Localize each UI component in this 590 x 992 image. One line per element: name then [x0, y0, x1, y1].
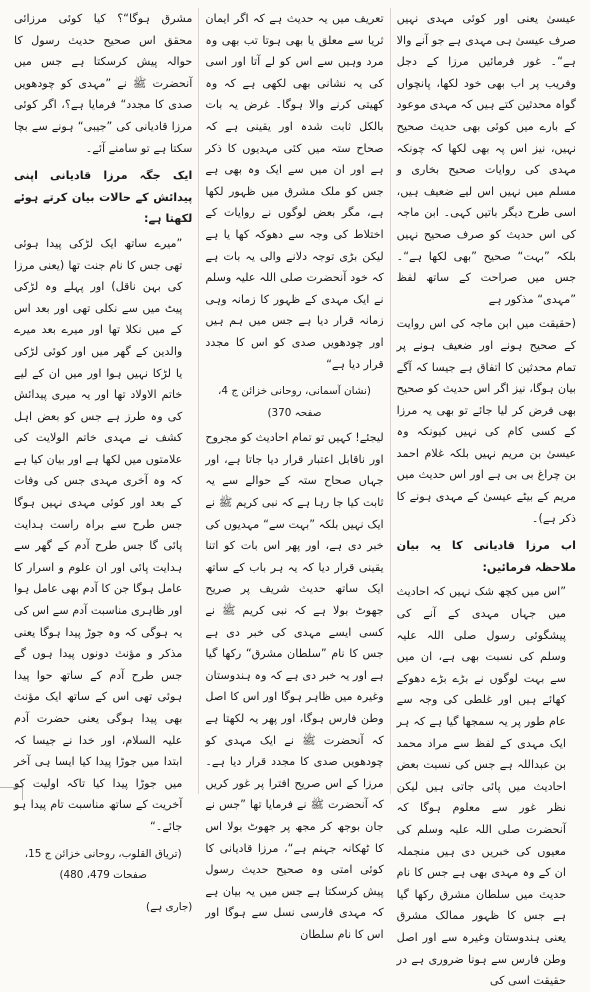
paragraph: اب مرزا قادیانی کا یہ بیان ملاحظہ فرمائیں: — [396, 539, 576, 574]
column-left — [8, 8, 199, 913]
continued-label: (جاری ہے) — [146, 900, 193, 913]
quote-paragraph: ”میرے ساتھ ایک لڑکی پیدا ہوئی تھی جس کا نام جنت تھا (یعنی مرزا کی بہن ناقل) اور پہلے وہ لڑکی پیٹ میں سے نکلی تھی اور بعد اس کے میں نکلا تھا اور میرے بعد میرے والدین کے گھر میں اور کوئی لڑکی یا لڑکا نہیں ہوا اور میں ان کے لیے خاتم الاولاد تھا اور یہ میری پیدائش کی وہ طرز ہے جس کو بعض اہل کشف نے مہدی خاتم الولایت کی علامتوں میں لکھا ہے اور بیان کیا ہے کہ وہ آخری مہدی جس کی وفات کے بعد اور کوئی مہدی نہیں ہوگا جس طرح سے براہ راست ہدایت پائی گا جس طرح آدم کے گھر سے ہدایت پائی اور ان علوم و اسرار کا عامل ہوگا جن کا آدم بھی عامل ہوا اور ظاہری مناسبت آدم سے اس کی یہ ہوگی کہ وہ جوڑ پیدا ہوگا یعنی مذکر و مؤنث دونوں پیدا ہوں گے جس طرح آدم کے ساتھ حوا پیدا ہوئی تھی اس کے ساتھ ایک مؤنث بھی پیدا ہوگی یعنی حضرت آدم علیہ السلام، اور خدا نے جیسا کہ ابتدا میں جوڑا پیدا کیا ایسا ہی آخر میں جوڑا پیدا کیا تاکہ اولیت کو آخریت کے ساتھ مناسبت تام پیدا ہو جائے۔“ — [14, 236, 183, 833]
paragraph: تعریف میں یہ حدیث ہے کہ اگر ایمان ثریا سے معلق یا بھی ہوتا تب بھی وہ مرد وہیں سے اس کو لے آتا اور اسی کی یہ نشانی بھی لکھی ہے کہ وہ کھیتی کرنے والا ہوگا۔ غرض یہ بات بالکل ثابت شدہ اور یقینی ہے کہ صحاح ستہ میں کئی مہدیوں کا ذکر ہے اور ان میں سے ایک وہ بھی ہے جس کو ملک مشرق میں ظہور لکھا ہے، مگر بعض لوگوں نے روایات کے اختلاط کی وجہ سے دھوکہ کھا یا ہے لیکن بڑی توجہ دلانے والی یہ بات ہے کہ خود آنحضرت صلی اللہ علیہ وسلم نے ایک مہدی کے ظہور کا زمانہ وہی زمانہ قرار دیا ہے جس میں ہم ہیں اور چودھویں صدی کو اس کا مجدد قرار دیا ہے“ — [205, 12, 384, 371]
paragraph: لیجئے! کہیں تو تمام احادیث کو مجروح اور ناقابل اعتبار قرار دیا جاتا ہے، اور جہاں صحاح ستہ کے حوالے سے یہ ثابت کیا جا رہا ہے کہ نبی کریم ﷺ نے ایک نہیں بلکہ ”بہت سے“ مہدیوں کی خبر دی ہے، اور پھر اس بات کو اتنا یقینی قرار دیا کہ یہ ہر باب کے ساتھ ایک ساتھ حدیث شریف پر صریح جھوٹ بولا ہے کہ نبی کریم ﷺ نے کسی ایسے مہدی کی خبر دی ہے جس کا نام ”سلطان مشرق“ رکھا گیا ہے اور یہ خبر دی ہے کہ وہ ہندوستان وغیرہ میں ظاہر ہوگا اور اس کا اصل وطن فارس ہوگا، اور پھر یہ لکھتا ہے کہ آنحضرت ﷺ نے ایک مہدی کو چودھویں صدی کا مجدد قرار دیا ہے۔ مرزا کے اس صریح افترا پر غور کریں کہ آنحضرت ﷺ نے فرمایا تھا ”جس نے جان بوجھ کر مجھ پر جھوٹ بولا اس کا ٹھکانہ جہنم ہے“، مرزا قادیانی کا کوئی امتی وہ صحیح حدیث رسول پیش کرسکتا ہے جس میں یہ بیان ہے کہ مہدی فارسی نسل سے ہوگا اور اس کا نام سلطان — [205, 431, 384, 941]
quote-paragraph: ”اس میں کچھ شک نہیں کہ احادیث میں جہاں مہدی کے آنے کی پیشگوئی رسول صلی اللہ علیہ وسلم کی نسبت بھی ہے، ان میں سے بہت لوگوں نے بڑے بڑے دھوکے کھائے ہیں اور غلطی کی وجہ سے عام طور پر یہ سمجھا گیا ہے کہ ہر ایک مہدی کے لفظ سے مراد محمد بن عبداللہ ہے جس کی نسبت بعض احادیث میں پائی جاتی ہیں لیکن نظر غور سے معلوم ہوگا کہ آنحضرت صلی اللہ علیہ وسلم کی معیوں کی خبریں دی ہیں منجملہ ان کے وہ مہدی بھی ہے جس کا نام حدیث میں سلطان مشرق رکھا گیا ہے جس کا ظہور ممالک مشرق یعنی ہندوستان وغیرہ سے اور اصل وطن فارس سے ہونا ضروری ہے در حقیقت اسی کی — [396, 585, 566, 988]
citation: (نشان آسمانی، روحانی خزائن ج 4، صفحہ 370) — [218, 385, 371, 419]
column-right — [391, 8, 582, 988]
page-corner-mark — [0, 787, 23, 800]
paragraph: مشرق ہوگا“؟ کیا کوئی مرزائی محقق اس صحیح حدیث رسول کا حوالہ پیش کرسکتا ہے جس میں آنحضرت ﷺ نے ”مہدی کو چودھویں صدی کا مجدد“ فرمایا ہے؟، اگر کوئی مرزا قادیانی کی ”جیبی“ ہونے سے بچا سکتا ہے تو سامنے آئے۔ — [14, 12, 193, 155]
column-middle — [199, 8, 390, 941]
citation: (تریاق القلوب، روحانی خزائن ج 15، صفحات 479، 480) — [24, 847, 182, 882]
section-subheading: ایک جگہ مرزا قادیانی اپنی پیدائش کے حالات بیان کرتے ہوئے لکھتا ہے: — [14, 169, 193, 226]
paragraph: (حقیقت میں ابن ماجہ کی اس روایت کے صحیح ہونے اور ضعیف ہونے پر تمام محدثین کا اتفاق ہے جیسا کہ آگے بیان ہوگا، نیز اگر اس حدیث کو صحیح بھی فرض کر لیا جائے تو بھی یہ مرزا کے کسی کام کی نہیں کیونکہ وہ عیسیٰ بن مریم نہیں بلکہ غلام احمد بن چراغ بی بی ہے اور اس حدیث میں مریم کے بیٹے عیسیٰ کے مہدی ہونے کا ذکر ہے)۔ — [396, 317, 576, 525]
paragraph: عیسیٰ یعنی اور کوئی مہدی نہیں صرف عیسیٰ ہی مہدی ہے جو آنے والا ہے“۔ غور فرمائیں مرزا کے دجل وفریب پر اب بھی خود لکھا، پانچواں گواہ محدثین کتے ہیں کہ مہدی موعود کے بارے میں کوئی بھی حدیث صحیح نہیں، نیز اس پہ بھی لکھا کہ چونکہ مہدی کی روایات صحیح بخاری و مسلم میں نہیں اس لیے ضعیف ہیں، اسی طرح دیگر باتیں کہی۔ ابن ماجہ کی اس حدیث کو صرف صحیح نہیں بلکہ ”بہت“ صحیح ”بھی لکھا ہے“۔ جس میں صراحت کے ساتھ لفظ ”مہدی“ مذکور ہے — [396, 12, 576, 306]
